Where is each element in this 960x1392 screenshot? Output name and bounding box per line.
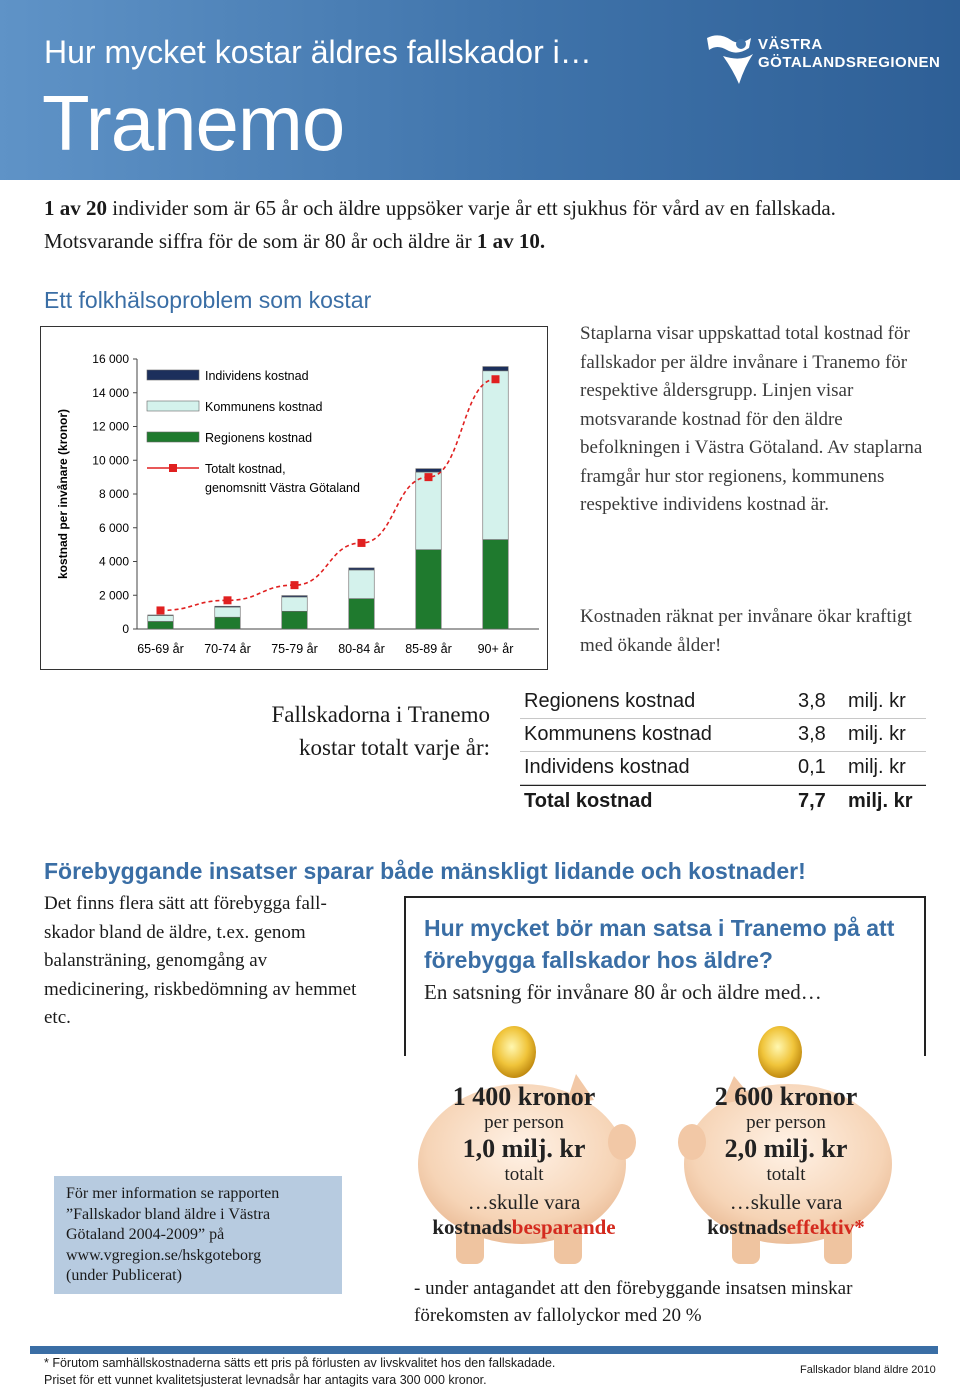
bar-segment bbox=[349, 568, 374, 570]
bar-segment bbox=[215, 617, 240, 629]
logo-line-2: GÖTALANDSREGIONEN bbox=[758, 54, 941, 71]
legend-label: Individens kostnad bbox=[205, 369, 309, 383]
pig-per: per person bbox=[746, 1112, 826, 1133]
cost-value: 3,8 bbox=[798, 723, 826, 745]
cost-unit: milj. kr bbox=[848, 756, 906, 778]
legend-swatch bbox=[147, 401, 199, 411]
cost-value: 3,8 bbox=[798, 690, 826, 712]
info-line: (under Publicerat) bbox=[66, 1267, 182, 1284]
legend-swatch bbox=[147, 432, 199, 442]
pig-per: per person bbox=[484, 1112, 564, 1133]
pig-verdict bbox=[672, 1215, 900, 1240]
pig-milj: 1,0 milj. kr bbox=[462, 1134, 586, 1163]
y-tick-label: 10 000 bbox=[92, 453, 129, 468]
assumption-text: - under antagandet att den förebyggande insatsen minskar förekomsten av fallolyckor med 20 % bbox=[414, 1278, 853, 1326]
cost-table bbox=[520, 686, 926, 818]
legend-label: Kommunens kostnad bbox=[205, 400, 323, 414]
legend-label: Totalt kostnad, bbox=[205, 462, 286, 476]
cost-value: 0,1 bbox=[798, 756, 826, 778]
bar-segment bbox=[483, 540, 508, 629]
section-heading: Ett folkhälsoproblem som kostar bbox=[44, 287, 372, 313]
prevention-heading: Förebyggande insatser sparar både mänskligt lidande och kostnader! bbox=[44, 858, 806, 884]
line-point bbox=[358, 539, 366, 547]
chart-description: Staplarna visar uppskattad total kostnad för fallskador per äldre invånare i Tranemo för respektive åldersgrupp. Linjen visar motsvarande kostnad för den äldre befolkningen i Västra Götaland. Av staplarna framgår hur stor regionens, kommunens respektive individens kostnad är. bbox=[580, 323, 923, 515]
callout-heading: Hur mycket bör man satsa i Tranemo på att förebygga fallskador hos äldre? bbox=[424, 915, 895, 973]
pig-verdict-prefix: kostnads bbox=[707, 1215, 787, 1239]
bar-segment bbox=[215, 607, 240, 617]
footnote-line-2: Priset för ett vunnet kvalitetsjusterat levnadsår har antagits vara 300 000 kronor. bbox=[44, 1373, 487, 1387]
bar-segment bbox=[282, 597, 307, 611]
intro-paragraph bbox=[44, 192, 924, 258]
bar-segment bbox=[416, 472, 441, 550]
cost-chart bbox=[40, 326, 548, 670]
bar-segment bbox=[148, 615, 173, 616]
bar-segment bbox=[282, 611, 307, 629]
pig-2-text bbox=[672, 1082, 900, 1240]
x-tick-label: 65-69 år bbox=[137, 642, 184, 656]
line-point bbox=[492, 375, 500, 383]
legend-swatch bbox=[147, 370, 199, 380]
bar-segment bbox=[215, 606, 240, 607]
bar-segment bbox=[416, 550, 441, 629]
cost-unit: milj. kr bbox=[848, 723, 906, 745]
pig-totalt: totalt bbox=[504, 1164, 544, 1185]
x-tick-label: 70-74 år bbox=[204, 642, 251, 656]
cost-unit: milj. kr bbox=[848, 790, 913, 812]
y-tick-label: 4 000 bbox=[98, 554, 129, 569]
footer-right: Fallskador bland äldre 2010 bbox=[800, 1364, 936, 1376]
info-line: För mer information se rapporten bbox=[66, 1185, 280, 1202]
line-point bbox=[157, 606, 165, 614]
x-tick-label: 85-89 år bbox=[405, 642, 452, 656]
cost-summary-label bbox=[226, 698, 490, 764]
cost-unit: milj. kr bbox=[848, 690, 906, 712]
footnote-line-1: * Förutom samhällskostnaderna sätts ett pris på förlusten av livskvalitet hos den fallskadade. bbox=[44, 1356, 556, 1370]
y-axis-label: kostnad per invånare (kronor) bbox=[56, 408, 70, 580]
legend-label: genomsnitt Västra Götaland bbox=[205, 481, 360, 495]
cost-name: Kommunens kostnad bbox=[524, 723, 712, 745]
cost-value: 7,7 bbox=[798, 790, 826, 812]
pig-amount: 1 400 kronor bbox=[452, 1082, 596, 1111]
info-line: Götaland 2004-2009” på bbox=[66, 1226, 225, 1243]
cost-name: Total kostnad bbox=[524, 790, 653, 812]
header-subtitle: Hur mycket kostar äldres fallskador i… bbox=[44, 34, 592, 70]
y-tick-label: 0 bbox=[122, 622, 129, 636]
intro-bold-1: 1 av 20 bbox=[44, 196, 107, 220]
pig-verdict bbox=[410, 1215, 638, 1240]
chart-svg bbox=[41, 327, 546, 668]
bar-segment bbox=[483, 367, 508, 371]
prevention-text: Det finns flera sätt att förebygga fall-skador bland de äldre, t.ex. genom balansträning, genomgång av medicinering, riskbedömning av hemmet etc. bbox=[44, 893, 357, 1028]
cost-row-region bbox=[520, 686, 926, 719]
pig-verdict-prefix: kostnads bbox=[432, 1215, 512, 1239]
y-tick-label: 6 000 bbox=[98, 520, 129, 535]
bar-segment bbox=[282, 596, 307, 597]
y-tick-label: 8 000 bbox=[98, 487, 129, 501]
pig-amount: 2 600 kronor bbox=[714, 1082, 858, 1111]
footnote bbox=[44, 1355, 764, 1389]
legend-label: Regionens kostnad bbox=[205, 431, 313, 445]
cost-name: Individens kostnad bbox=[524, 756, 690, 778]
cost-row-individual bbox=[520, 752, 926, 785]
pig-would: …skulle vara bbox=[467, 1190, 581, 1214]
logo-line-1: VÄSTRA bbox=[758, 36, 823, 53]
logo-text bbox=[758, 36, 940, 72]
line-point bbox=[425, 473, 433, 481]
pig-would: …skulle vara bbox=[729, 1190, 843, 1214]
callout-subtext: En satsning för invånare 80 år och äldre med… bbox=[424, 980, 822, 1004]
bar-segment bbox=[148, 621, 173, 629]
y-tick-label: 14 000 bbox=[92, 385, 129, 400]
x-tick-label: 75-79 år bbox=[271, 642, 318, 656]
chart-conclusion: Kostnaden räknat per invånare ökar kraftigt med ökande ålder! bbox=[580, 606, 912, 656]
intro-text: individer som är 65 år och äldre uppsöker varje år ett sjukhus för vård av en fallskada. Motsvarande siffra för de som är 80 år och äldre är bbox=[44, 196, 836, 253]
pig-1-text bbox=[410, 1082, 638, 1240]
intro-bold-2: 1 av 10. bbox=[476, 229, 546, 253]
y-tick-label: 12 000 bbox=[92, 419, 129, 434]
bar-segment bbox=[483, 371, 508, 540]
cost-row-total bbox=[520, 785, 926, 818]
cost-row-municipality bbox=[520, 719, 926, 752]
cost-name: Regionens kostnad bbox=[524, 690, 696, 712]
page-title: Tranemo bbox=[42, 79, 345, 167]
pig-verdict-suffix: effektiv* bbox=[786, 1215, 865, 1239]
bar-segment bbox=[148, 616, 173, 622]
y-tick-label: 2 000 bbox=[98, 588, 129, 603]
footer-divider bbox=[30, 1346, 938, 1354]
pig-milj: 2,0 milj. kr bbox=[724, 1134, 848, 1163]
bar-segment bbox=[349, 570, 374, 599]
x-tick-label: 80-84 år bbox=[338, 642, 385, 656]
line-point bbox=[291, 581, 299, 589]
y-tick-label: 16 000 bbox=[92, 352, 129, 366]
info-line: ”Fallskador bland äldre i Västra bbox=[66, 1205, 271, 1223]
info-box bbox=[54, 1176, 342, 1294]
cost-label-line-2: kostar totalt varje år: bbox=[299, 735, 490, 760]
bar-segment bbox=[349, 599, 374, 629]
bar-segment bbox=[416, 469, 441, 472]
x-tick-label: 90+ år bbox=[477, 642, 514, 656]
pig-verdict-suffix: besparande bbox=[511, 1215, 616, 1239]
line-point bbox=[224, 596, 232, 604]
pig-totalt: totalt bbox=[766, 1164, 806, 1185]
cost-label-line-1: Fallskadorna i Tranemo bbox=[271, 702, 490, 727]
legend-line-marker bbox=[169, 464, 177, 472]
info-link[interactable]: www.vgregion.se/hskgoteborg bbox=[66, 1246, 262, 1264]
